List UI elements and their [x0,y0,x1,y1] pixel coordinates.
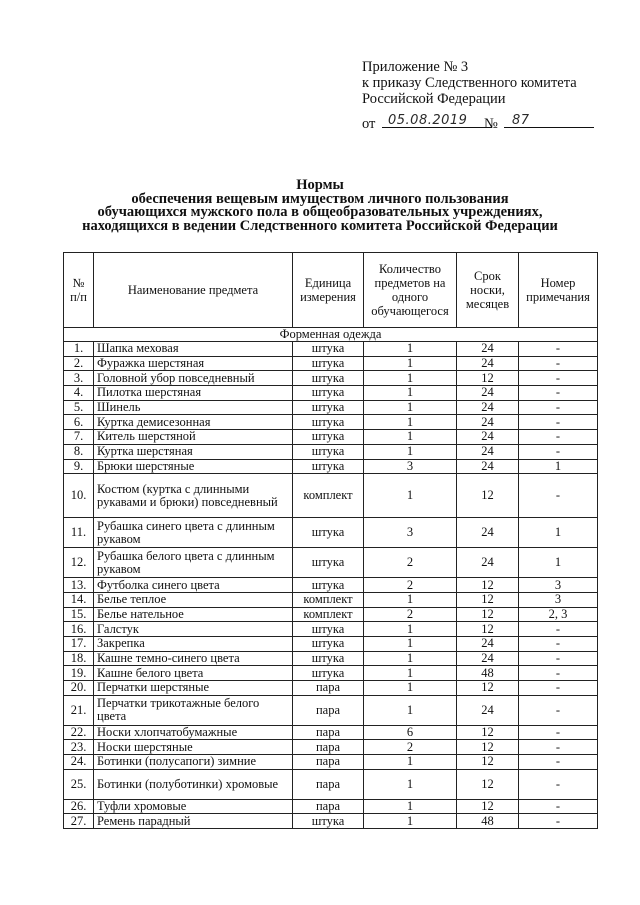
item-note: - [519,371,598,386]
item-quantity: 1 [364,799,457,814]
item-unit: комплект [293,607,364,622]
item-name: Куртка шерстяная [94,444,293,459]
table-row [64,769,598,799]
item-unit: штука [293,400,364,415]
item-note: - [519,474,598,518]
item-note: 2, 3 [519,607,598,622]
item-quantity: 3 [364,459,457,474]
from-label: от [362,116,376,132]
item-term: 12 [457,725,519,740]
item-note: - [519,755,598,770]
item-unit: пара [293,695,364,725]
item-term: 24 [457,444,519,459]
item-name: Куртка демисезонная [94,415,293,430]
row-number: 15. [64,607,94,622]
item-quantity: 1 [364,474,457,518]
table-header-row [64,253,598,328]
header-name: Наименование предмета [94,253,293,328]
item-unit: штука [293,636,364,651]
table-row [64,400,598,415]
item-unit: штука [293,814,364,829]
item-note: 1 [519,518,598,548]
item-name: Футболка синего цвета [94,578,293,593]
appendix-line-3: Российской Федерации [362,91,506,107]
item-term: 24 [457,400,519,415]
item-quantity: 2 [364,740,457,755]
item-unit: пара [293,755,364,770]
title-line-2: обеспечения вещевым имуществом личного пользования [131,190,509,207]
item-term: 24 [457,356,519,371]
row-number: 7. [64,430,94,445]
item-note: - [519,651,598,666]
item-term: 24 [457,518,519,548]
item-term: 12 [457,681,519,696]
table-row [64,622,598,637]
document-title [0,179,640,233]
table-row [64,814,598,829]
item-term: 24 [457,459,519,474]
item-term: 48 [457,814,519,829]
item-quantity: 2 [364,548,457,578]
item-quantity: 1 [364,592,457,607]
item-note: - [519,386,598,401]
item-unit: пара [293,681,364,696]
item-quantity: 1 [364,400,457,415]
table-row [64,607,598,622]
item-note: - [519,400,598,415]
item-name: Брюки шерстяные [94,459,293,474]
item-note: 3 [519,578,598,593]
table-row [64,681,598,696]
item-name: Рубашка белого цвета с длинным рукавом [94,548,293,578]
item-note: - [519,430,598,445]
item-unit: штука [293,518,364,548]
item-term: 24 [457,430,519,445]
item-note: - [519,415,598,430]
header-note: Номер примечания [519,253,598,328]
row-number: 20. [64,681,94,696]
item-quantity: 1 [364,430,457,445]
number-label: № [484,116,498,132]
item-note: - [519,695,598,725]
item-term: 24 [457,342,519,357]
item-note: - [519,740,598,755]
item-quantity: 1 [364,342,457,357]
item-note: - [519,799,598,814]
item-term: 12 [457,755,519,770]
order-reference [362,113,594,132]
item-name: Закрепка [94,636,293,651]
table-row [64,356,598,371]
item-unit: комплект [293,474,364,518]
table-row [64,342,598,357]
item-name: Белье нательное [94,607,293,622]
row-number: 16. [64,622,94,637]
item-term: 24 [457,386,519,401]
item-term: 12 [457,622,519,637]
appendix-line-2: к приказу Следственного комитета [362,75,577,91]
table-row [64,386,598,401]
row-number: 19. [64,666,94,681]
item-name: Китель шерстяной [94,430,293,445]
item-term: 48 [457,666,519,681]
item-term: 24 [457,548,519,578]
table-row [64,592,598,607]
item-note: - [519,725,598,740]
item-name: Ботинки (полусапоги) зимние [94,755,293,770]
header-qty: Количество предметов на одного обучающегося [364,253,457,328]
item-note: - [519,356,598,371]
item-term: 12 [457,578,519,593]
item-unit: штука [293,651,364,666]
item-unit: штука [293,415,364,430]
row-number: 17. [64,636,94,651]
item-unit: штука [293,342,364,357]
row-number: 21. [64,695,94,725]
item-name: Костюм (куртка с длинными рукавами и брюки) повседневный [94,474,293,518]
row-number: 24. [64,755,94,770]
title-line-4: находящихся в ведении Следственного комитета Российской Федерации [82,217,558,234]
item-unit: штука [293,459,364,474]
row-number: 1. [64,342,94,357]
item-term: 12 [457,592,519,607]
item-note: - [519,769,598,799]
table-row [64,695,598,725]
item-note: - [519,814,598,829]
item-name: Кашне белого цвета [94,666,293,681]
row-number: 25. [64,769,94,799]
item-quantity: 1 [364,681,457,696]
table-row [64,518,598,548]
item-term: 12 [457,799,519,814]
row-number: 3. [64,371,94,386]
item-quantity: 1 [364,695,457,725]
table-row [64,415,598,430]
item-note: 1 [519,459,598,474]
item-quantity: 1 [364,814,457,829]
item-name: Фуражка шерстяная [94,356,293,371]
row-number: 13. [64,578,94,593]
item-name: Носки хлопчатобумажные [94,725,293,740]
item-name: Носки шерстяные [94,740,293,755]
item-note: - [519,636,598,651]
table-row [64,799,598,814]
appendix-block [362,59,577,107]
item-name: Головной убор повседневный [94,371,293,386]
table-row [64,636,598,651]
row-number: 18. [64,651,94,666]
item-unit: штука [293,578,364,593]
item-quantity: 2 [364,607,457,622]
row-number: 5. [64,400,94,415]
item-quantity: 1 [364,356,457,371]
item-quantity: 1 [364,755,457,770]
item-quantity: 6 [364,725,457,740]
item-quantity: 1 [364,636,457,651]
item-term: 24 [457,415,519,430]
item-name: Ботинки (полуботинки) хромовые [94,769,293,799]
item-term: 24 [457,636,519,651]
item-quantity: 1 [364,444,457,459]
row-number: 14. [64,592,94,607]
item-name: Перчатки шерстяные [94,681,293,696]
item-unit: штука [293,444,364,459]
item-note: - [519,342,598,357]
item-quantity: 1 [364,415,457,430]
item-term: 24 [457,695,519,725]
order-number: 87 [512,113,530,128]
row-number: 11. [64,518,94,548]
item-note: - [519,681,598,696]
item-name: Ремень парадный [94,814,293,829]
item-unit: штука [293,386,364,401]
order-date: 05.08.2019 [388,113,468,128]
row-number: 2. [64,356,94,371]
row-number: 22. [64,725,94,740]
row-number: 27. [64,814,94,829]
item-unit: штука [293,666,364,681]
item-unit: штука [293,371,364,386]
item-unit: штука [293,430,364,445]
section-title: Форменная одежда [64,328,598,342]
item-name: Туфли хромовые [94,799,293,814]
header-unit: Единица измерения [293,253,364,328]
table-row [64,666,598,681]
row-number: 9. [64,459,94,474]
appendix-line-1: Приложение № 3 [362,59,469,75]
section-row [64,328,598,342]
item-term: 12 [457,371,519,386]
item-term: 12 [457,474,519,518]
item-quantity: 2 [364,578,457,593]
item-quantity: 1 [364,622,457,637]
item-quantity: 1 [364,651,457,666]
item-unit: штука [293,622,364,637]
row-number: 8. [64,444,94,459]
item-name: Пилотка шерстяная [94,386,293,401]
row-number: 12. [64,548,94,578]
row-number: 26. [64,799,94,814]
item-term: 12 [457,769,519,799]
header-num: № п/п [64,253,94,328]
item-name: Кашне темно-синего цвета [94,651,293,666]
table-row [64,474,598,518]
item-note: - [519,444,598,459]
item-unit: комплект [293,592,364,607]
title-line-3: обучающихся мужского пола в общеобразовательных учреждениях, [97,204,543,221]
table-row [64,755,598,770]
table-row [64,725,598,740]
item-unit: пара [293,725,364,740]
item-unit: пара [293,769,364,799]
title-line-1: Нормы [296,177,344,193]
row-number: 6. [64,415,94,430]
table-row [64,651,598,666]
header-term: Срок носки, месяцев [457,253,519,328]
table-row [64,371,598,386]
item-note: 3 [519,592,598,607]
item-term: 24 [457,651,519,666]
item-quantity: 1 [364,386,457,401]
item-quantity: 1 [364,371,457,386]
item-quantity: 1 [364,666,457,681]
item-name: Рубашка синего цвета с длинным рукавом [94,518,293,548]
item-quantity: 3 [364,518,457,548]
norms-table [63,252,598,829]
row-number: 10. [64,474,94,518]
item-note: - [519,622,598,637]
item-unit: пара [293,799,364,814]
table-row [64,548,598,578]
item-term: 12 [457,607,519,622]
item-unit: штука [293,356,364,371]
item-name: Галстук [94,622,293,637]
item-term: 12 [457,740,519,755]
item-name: Белье теплое [94,592,293,607]
item-unit: штука [293,548,364,578]
item-note: 1 [519,548,598,578]
item-unit: пара [293,740,364,755]
item-quantity: 1 [364,769,457,799]
table-row [64,459,598,474]
item-note: - [519,666,598,681]
item-name: Перчатки трикотажные белого цвета [94,695,293,725]
row-number: 4. [64,386,94,401]
item-name: Шапка меховая [94,342,293,357]
table-row [64,740,598,755]
table-row [64,430,598,445]
item-name: Шинель [94,400,293,415]
table-row [64,444,598,459]
row-number: 23. [64,740,94,755]
table-row [64,578,598,593]
